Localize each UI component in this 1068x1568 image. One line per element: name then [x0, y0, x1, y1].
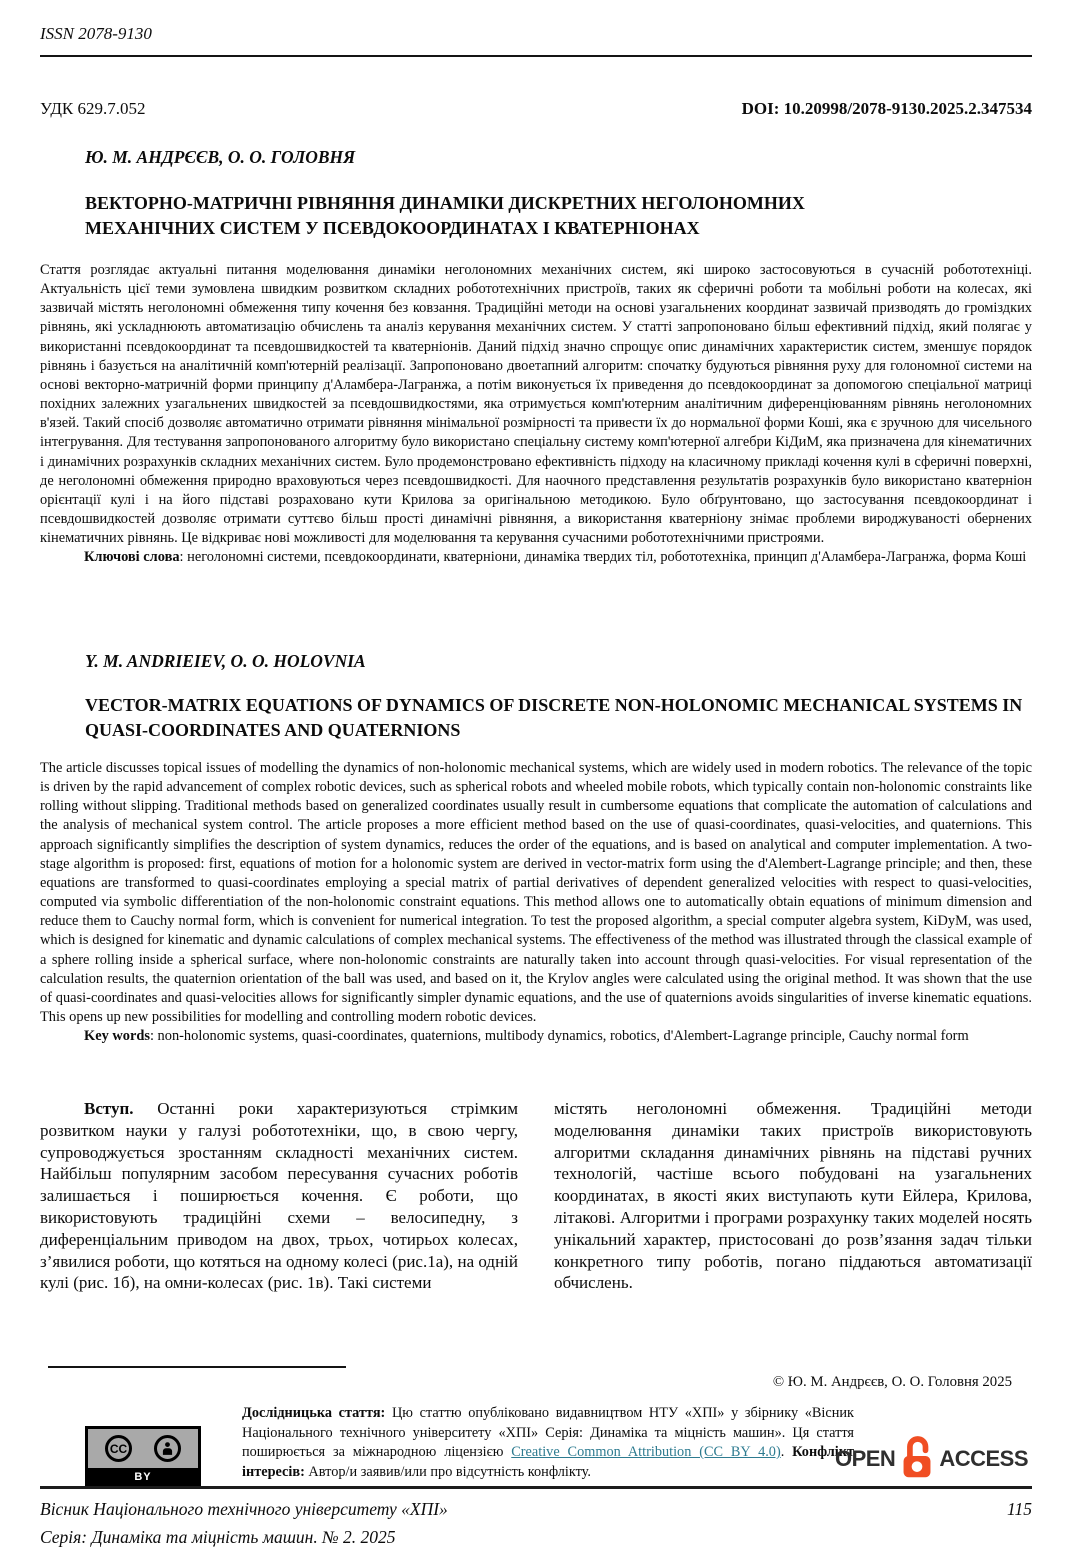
keywords-ua — [40, 548, 1032, 567]
body-column-left — [40, 1098, 518, 1294]
keywords-en-label: Key words — [84, 1028, 150, 1045]
issn-header: ISSN 2078-9130 — [40, 24, 152, 43]
doi-label: DOI: 10.20998/2078-9130.2025.2.347534 — [741, 99, 1032, 118]
license-row — [40, 1404, 1032, 1494]
intro-lead: Вступ. — [84, 1099, 134, 1118]
intro-paragraph — [40, 1098, 518, 1294]
udk-code: УДК 629.7.052 — [40, 99, 146, 118]
cc-license-link[interactable]: Creative Common Attribution (CC BY 4.0) — [511, 1444, 781, 1461]
abstract-block-ua — [40, 261, 1032, 568]
open-access-logo — [835, 1430, 1028, 1487]
conflict-label: Конфлікт інтересів: — [242, 1444, 854, 1480]
cc-badge-top — [88, 1429, 198, 1468]
license-statement — [242, 1404, 854, 1482]
footer — [40, 1495, 1032, 1551]
body-columns — [40, 1098, 1032, 1294]
authors-ua: Ю. М. АНДРЄЄВ, О. О. ГОЛОВНЯ — [85, 147, 356, 167]
body-column-right — [554, 1098, 1032, 1294]
person-icon — [154, 1435, 181, 1462]
article-title-ua: ВЕКТОРНО-МАТРИЧНІ РІВНЯННЯ ДИНАМІКИ ДИСКРЕТНИХ НЕГОЛОНОМНИХ МЕХАНІЧНИХ СИСТЕМ У ПСЕВДОКООРДИНАТАХ І КВАТЕРНІОНАХ — [85, 193, 805, 238]
article-title-en: VECTOR-MATRIX EQUATIONS OF DYNAMICS OF DISCRETE NON-HOLONOMIC MECHANICAL SYSTEMS IN QUASI-COORDINATES AND QUATERNIONS — [85, 695, 1023, 740]
footer-line2: Серія: Динаміка та міцність машин. № 2. 2025 — [40, 1527, 396, 1547]
cc-icon: CC — [105, 1435, 132, 1462]
footer-rule — [40, 1486, 1032, 1489]
open-access-access-label: ACCESS — [939, 1445, 1028, 1471]
abstract-block-en — [40, 759, 1032, 1046]
cc-by-badge[interactable] — [85, 1426, 201, 1488]
license-text-body: Цю статтю опубліковано видавництвом НТУ «ХПІ» у збірнику «Вісник Національного технічного університету «ХПІ» Серія: Динаміка та міцність машин». Ця стаття поширюється за міжнародною ліцензією — [242, 1405, 854, 1461]
page-number: 115 — [1007, 1499, 1032, 1519]
header-rule — [40, 55, 1032, 57]
copyright-line: © Ю. М. Андрєєв, О. О. Головня 2025 — [772, 1374, 1012, 1390]
keywords-ua-list: : неголономні системи, псевдокоординати, кватерніони, динаміка твердих тіл, робототехніка, принцип д'Аламбера-Лагранжа, форма Коші — [179, 549, 1027, 566]
footnote-rule — [48, 1366, 346, 1368]
intro-text-left: Останні роки характеризуються стрімким розвитком науки у галузі робототехніки, що, в свою чергу, супроводжується зростанням складності механічних систем. Найбільш популярним засобом пересування сучасних роботів залишається і поширюється кочення. Є роботи, що використовують традиційні схеми – велосипедну, з диференціальним приводом на двох, трьох, чотирьох колесах, з’явилися роботи, що котяться на одному колесі (рис.1а), на одній кулі (рис. 1б), на омни-колесах (рис. 1в). Такі системи — [40, 1099, 518, 1293]
research-article-label: Дослідницька стаття: — [242, 1405, 386, 1421]
keywords-en — [40, 1027, 1032, 1046]
license-after-link: . — [780, 1444, 793, 1461]
conflict-text: Автор/и заявив/или про відсутність конфлікту. — [304, 1463, 591, 1480]
abstract-en: The article discusses topical issues of modelling the dynamics of non-holonomic mechanical systems, which are widely used in modern robotics. The relevance of the topic is driven by the rapid advancement of complex robotic devices, such as spherical robots and wheeled mobile robots, which typically contain non-holonomic constraints like rolling without slipping. Traditional methods based on generalized coordinates usually result in cumbersome equations that complicate the automation of calculations and the analysis of mechanical system control. The article proposes a more efficient method based on the use of quasi-coordinates, quasi-velocities, and quaternions. This approach significantly simplifies the description of system dynamics, reduces the order of the equations, and is based on analytical and computer implementation. A two-stage algorithm is proposed: first, equations of motion for a holonomic system are derived in vector-matrix form using the d'Alembert-Lagrange principle; and then, these equations are transformed to quasi-coordinates employing a special matrix of partial derivatives of dependent generalized velocities with respect to quasi-velocities, computed via symbolic differentiation of the non-holonomic constraint equations. This method allows one to automatically obtain equations of minimum dimension and reduce them to Cauchy normal form, which is convenient for numerical integration. To test the proposed algorithm, a special computer algebra system, KiDyM, was used, which is designed for kinematic and dynamic calculations of complex mechanical systems. The effectiveness of the method was illustrated through the classical example of a sphere rolling inside a spherical surface, where non-holonomic constraints are naturally taken into account through quasi-velocities. For visual representation of the calculation results, the quaternion orientation of the ball was used, and based on it, the Krylov angles were calculated using the original method. It was shown that the use of quasi-coordinates and quasi-velocities allows for significantly simpler dynamic equations, and the use of quaternions avoids singularities of inverse kinematic equations. This opens up new possibilities for modelling and controlling modern robotic devices. — [40, 760, 1032, 1026]
meta-row — [40, 99, 1032, 119]
keywords-en-list: : non-holonomic systems, quasi-coordinates, quaternions, multibody dynamics, robotics, d'Alembert-Lagrange principle, Cauchy normal form — [149, 1028, 969, 1045]
abstract-ua: Стаття розглядає актуальні питання моделювання динаміки неголономних механічних систем, які широко застосовуються в сучасній робототехніці. Актуальність цієї теми зумовлена швидким розвитком складних робототехнічних пристроїв, таких як сферичні роботи та мобільні роботи на колесах, які зазвичай містять неголономні обмеження типу кочення без ковзання. Традиційні методи на основі узагальнених координат зазвичай призводять до громіздких рівнянь, які ускладнюють автоматизацію обчислень та аналіз керування механічних систем. У статті запропоновано більш ефективний підхід, який полягає у використанні псевдокоординат та псевдошвидкостей та кватерніонів. Даний підхід значно спрощує опис динамічних характеристик систем, зменшує порядок рівнянь і базується на аналітичній комп'ютерній реалізації. Запропоновано двоетапний алгоритм: спочатку будуються рівняння руху для голономної системи на основі векторно-матричній форми принципу д'Аламбера-Лагранжа, а потім виконується їх приведення до псевдокоординат за допомогою спеціальної матриці похідних залежних узагальнених швидкостей за псевдошвидкостями, яка отримується комп'ютерним аналітичним диференціюванням рівнянь неголономних в'язей. Такий спосіб дозволяє автоматично отримати рівняння мінімальної розмірності та привести їх до нормальної форми Коші, яка є зручною для чисельного інтегрування. Для тестування запропонованого алгоритму було використано спеціальну систему комп'ютерної алгебри КіДиМ, яка призначена для кінематичних і динамічних розрахунків складних механічних систем. Було продемонстровано ефективність підходу на класичному прикладі кочення кулі в сферичні поверхні, де неголономні обмеження природно враховуються через псевдошвидкості. Для наочного представлення результатів розрахунків було використано кватерніон орієнтації кулі і на його підставі розраховано кути Крилова за оригінальною методикою. Було обґрунтовано, що застосування псевдокоординат і псевдошвидкостей дозволяє отримати суттєво більш прості динамічні рівняння, а використання кватерніону знімає проблеми вироджуваності обернених кінематичних рівнянь. Це відкриває нові можливості для моделювання та керування сучасними робототехнічними пристроями. — [40, 262, 1032, 547]
footer-line1 — [40, 1495, 1032, 1523]
keywords-ua-label: Ключові слова — [84, 549, 180, 566]
authors-en: Y. M. ANDRIEIEV, O. O. HOLOVNIA — [85, 651, 366, 671]
cc-by-label: BY — [88, 1468, 198, 1485]
footer-journal-title: Вісник Національного технічного університету «ХПІ» — [40, 1499, 448, 1519]
open-access-open-label: OPEN — [834, 1445, 896, 1471]
intro-text-right: містять неголономні обмеження. Традиційні методи моделювання динаміки таких пристроїв використовують алгоритми складання динамічних рівнянь на підставі ручних технологій, частіше всього побудовані на узагальнених координатах, в якості яких виступають кути Ейлера, Крилова, літакові. Алгоритми і програми розрахунку таких моделей носять унікальний характер, пристосовані до розв’язання задач тільки конкретного типу роботів, погано піддаються автоматизації обчислень. — [554, 1099, 1032, 1293]
open-lock-icon — [900, 1430, 934, 1487]
